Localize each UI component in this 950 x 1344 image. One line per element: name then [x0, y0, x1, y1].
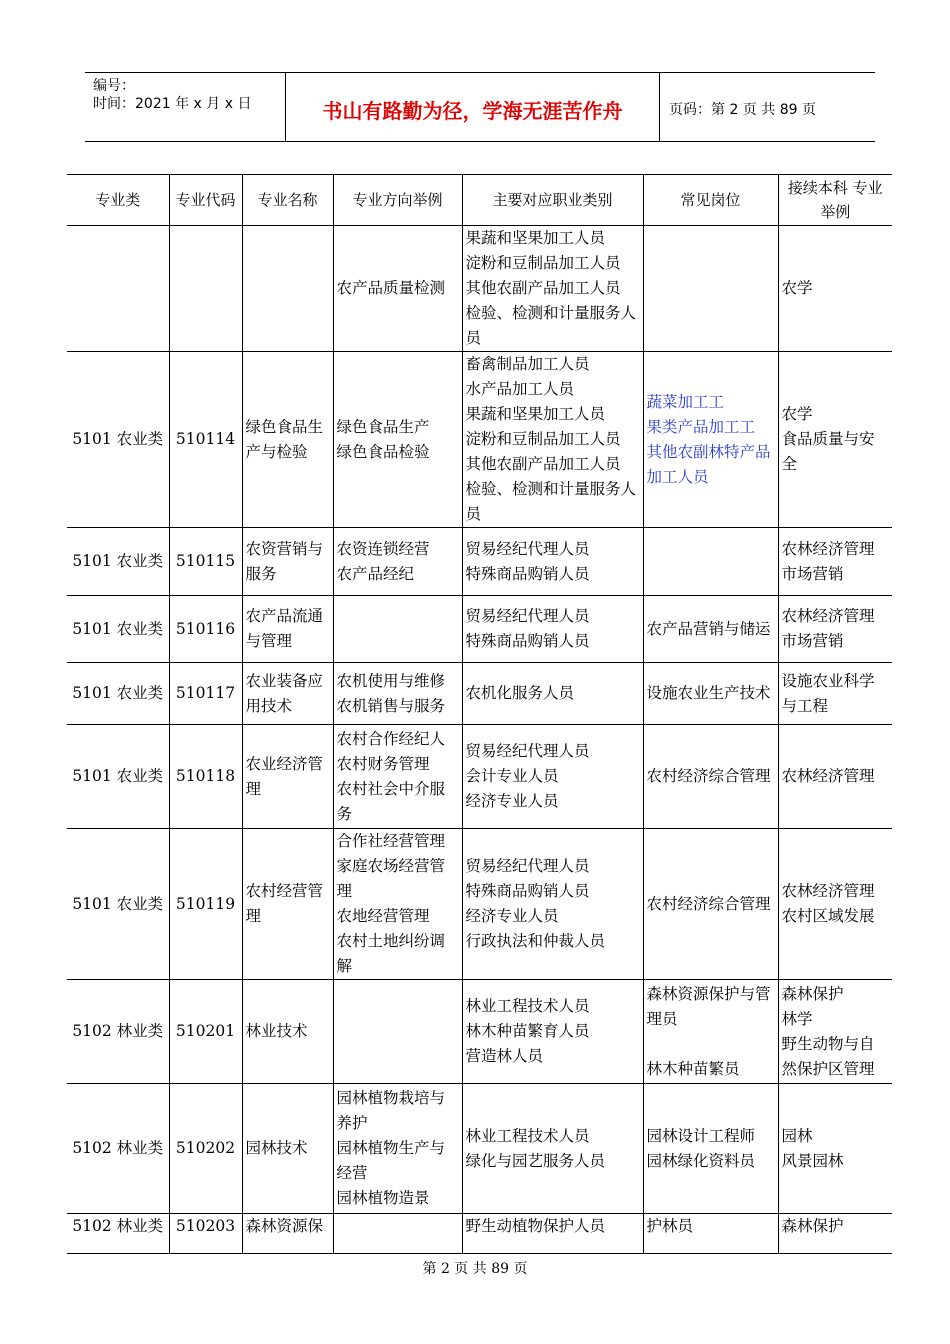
- cell-category: 5102 林业类: [67, 980, 169, 1084]
- cell-bachelor: 设施农业科学与工程: [778, 663, 892, 725]
- cell-bachelor: 农林经济管理 市场营销: [778, 528, 892, 596]
- cell-code: 510115: [169, 528, 242, 596]
- cell-code: 510202: [169, 1084, 242, 1214]
- column-header: 专业代码: [169, 175, 242, 226]
- cell-posts: 园林设计工程师 园林绿化资料员: [643, 1084, 778, 1214]
- header-meta-cell: [85, 73, 286, 141]
- cell-name: 农业装备应用技术: [242, 663, 333, 725]
- table-row: [67, 829, 892, 980]
- cell-directions: [333, 1214, 462, 1254]
- cell-category: 5101 农业类: [67, 596, 169, 663]
- cell-directions: 农机使用与维修 农机销售与服务: [333, 663, 462, 725]
- cell-bachelor: 森林保护 林学 野生动物与自然保护区管理: [778, 980, 892, 1084]
- document-time: 时间：2021 年 x 月 x 日: [93, 96, 252, 112]
- cell-category: 5101 农业类: [67, 725, 169, 829]
- cell-posts: 设施农业生产技术: [643, 663, 778, 725]
- cell-occupations: 贸易经纪代理人员 特殊商品购销人员: [462, 528, 643, 596]
- cell-occupations: 野生动植物保护人员: [462, 1214, 643, 1254]
- cell-name: 绿色食品生产与检验: [242, 352, 333, 528]
- cell-bachelor: 农林经济管理 市场营销: [778, 596, 892, 663]
- cell-occupations: 贸易经纪代理人员 特殊商品购销人员: [462, 596, 643, 663]
- column-header: 接续本科 专业举例: [778, 175, 892, 226]
- table-row: [67, 352, 892, 528]
- cell-bachelor: 农林经济管理: [778, 725, 892, 829]
- column-header: 专业名称: [242, 175, 333, 226]
- cell-directions: 农村合作经纪人 农村财务管理 农村社会中介服务: [333, 725, 462, 829]
- slogan: 书山有路勤为径，学海无涯苦作舟: [322, 99, 623, 123]
- cell-bachelor: 农学: [778, 226, 892, 352]
- cell-category: 5102 林业类: [67, 1084, 169, 1214]
- cell-category: 5101 农业类: [67, 663, 169, 725]
- cell-category: 5101 农业类: [67, 352, 169, 528]
- cell-posts: 农村经济综合管理: [643, 725, 778, 829]
- table-row: [67, 528, 892, 596]
- cell-posts: 护林员: [643, 1214, 778, 1254]
- cell-code: [169, 226, 242, 352]
- cell-posts: [643, 226, 778, 352]
- cell-name: [242, 226, 333, 352]
- cell-occupations: 畜禽制品加工人员 水产品加工人员 果蔬和坚果加工人员 淀粉和豆制品加工人员 其他农副产品加工人员 检验、检测和计量服务人员: [462, 352, 643, 528]
- cell-directions: [333, 980, 462, 1084]
- cell-occupations: 农机化服务人员: [462, 663, 643, 725]
- cell-code: 510114: [169, 352, 242, 528]
- cell-code: 510119: [169, 829, 242, 980]
- cell-directions: 合作社经营管理 家庭农场经营管理 农地经营管理 农村土地纠纷调解: [333, 829, 462, 980]
- cell-directions: 农资连锁经营 农产品经纪: [333, 528, 462, 596]
- page-header: [85, 72, 875, 142]
- page-footer: 第 2 页 共 89 页: [422, 1261, 528, 1277]
- cell-bachelor: 农林经济管理 农村区域发展: [778, 829, 892, 980]
- cell-code: 510203: [169, 1214, 242, 1254]
- table-row: [67, 596, 892, 663]
- cell-directions: 农产品质量检测: [333, 226, 462, 352]
- document-number: 编号：: [93, 78, 135, 94]
- cell-occupations: 果蔬和坚果加工人员 淀粉和豆制品加工人员 其他农副产品加工人员 检验、检测和计量服务人员: [462, 226, 643, 352]
- table-row: [67, 980, 892, 1084]
- table-row: [67, 226, 892, 352]
- cell-bachelor: 森林保护: [778, 1214, 892, 1254]
- cell-category: 5101 农业类: [67, 528, 169, 596]
- column-header: 主要对应职业类别: [462, 175, 643, 226]
- cell-name: 农业经济管理: [242, 725, 333, 829]
- table-header-row: [67, 175, 892, 226]
- cell-code: 510116: [169, 596, 242, 663]
- cell-code: 510117: [169, 663, 242, 725]
- cell-bachelor: 农学 食品质量与安全: [778, 352, 892, 528]
- table-row: [67, 1214, 892, 1254]
- cell-category: [67, 226, 169, 352]
- header-slogan-cell: [286, 73, 660, 141]
- cell-occupations: 林业工程技术人员 林木种苗繁育人员 营造林人员: [462, 980, 643, 1084]
- cell-name: 农村经营管理: [242, 829, 333, 980]
- cell-category: 5102 林业类: [67, 1214, 169, 1254]
- cell-occupations: 贸易经纪代理人员 特殊商品购销人员 经济专业人员 行政执法和仲裁人员: [462, 829, 643, 980]
- major-table: [67, 174, 892, 1254]
- table-row: [67, 725, 892, 829]
- cell-code: 510201: [169, 980, 242, 1084]
- cell-bachelor: 园林 风景园林: [778, 1084, 892, 1214]
- cell-name: 农产品流通与管理: [242, 596, 333, 663]
- cell-posts: [643, 528, 778, 596]
- cell-occupations: 贸易经纪代理人员 会计专业人员 经济专业人员: [462, 725, 643, 829]
- cell-posts: 农村经济综合管理: [643, 829, 778, 980]
- table-body: [67, 226, 892, 1254]
- column-header: 专业类: [67, 175, 169, 226]
- cell-name: 园林技术: [242, 1084, 333, 1214]
- cell-posts: 森林资源保护与管理员 林木种苗繁员: [643, 980, 778, 1084]
- cell-category: 5101 农业类: [67, 829, 169, 980]
- cell-name: 森林资源保: [242, 1214, 333, 1254]
- cell-posts: 农产品营销与储运: [643, 596, 778, 663]
- cell-directions: 绿色食品生产 绿色食品检验: [333, 352, 462, 528]
- cell-occupations: 林业工程技术人员 绿化与园艺服务人员: [462, 1084, 643, 1214]
- cell-posts: 蔬菜加工工 果类产品加工工 其他农副林特产品加工人员: [643, 352, 778, 528]
- header-page-cell: [660, 73, 875, 141]
- cell-directions: [333, 596, 462, 663]
- table-row: [67, 1084, 892, 1214]
- column-header: 专业方向举例: [333, 175, 462, 226]
- cell-name: 农资营销与服务: [242, 528, 333, 596]
- cell-name: 林业技术: [242, 980, 333, 1084]
- cell-code: 510118: [169, 725, 242, 829]
- table-row: [67, 663, 892, 725]
- column-header: 常见岗位: [643, 175, 778, 226]
- page-indicator: 页码：第 2 页 共 89 页: [669, 102, 816, 118]
- cell-directions: 园林植物栽培与养护 园林植物生产与经营 园林植物造景: [333, 1084, 462, 1214]
